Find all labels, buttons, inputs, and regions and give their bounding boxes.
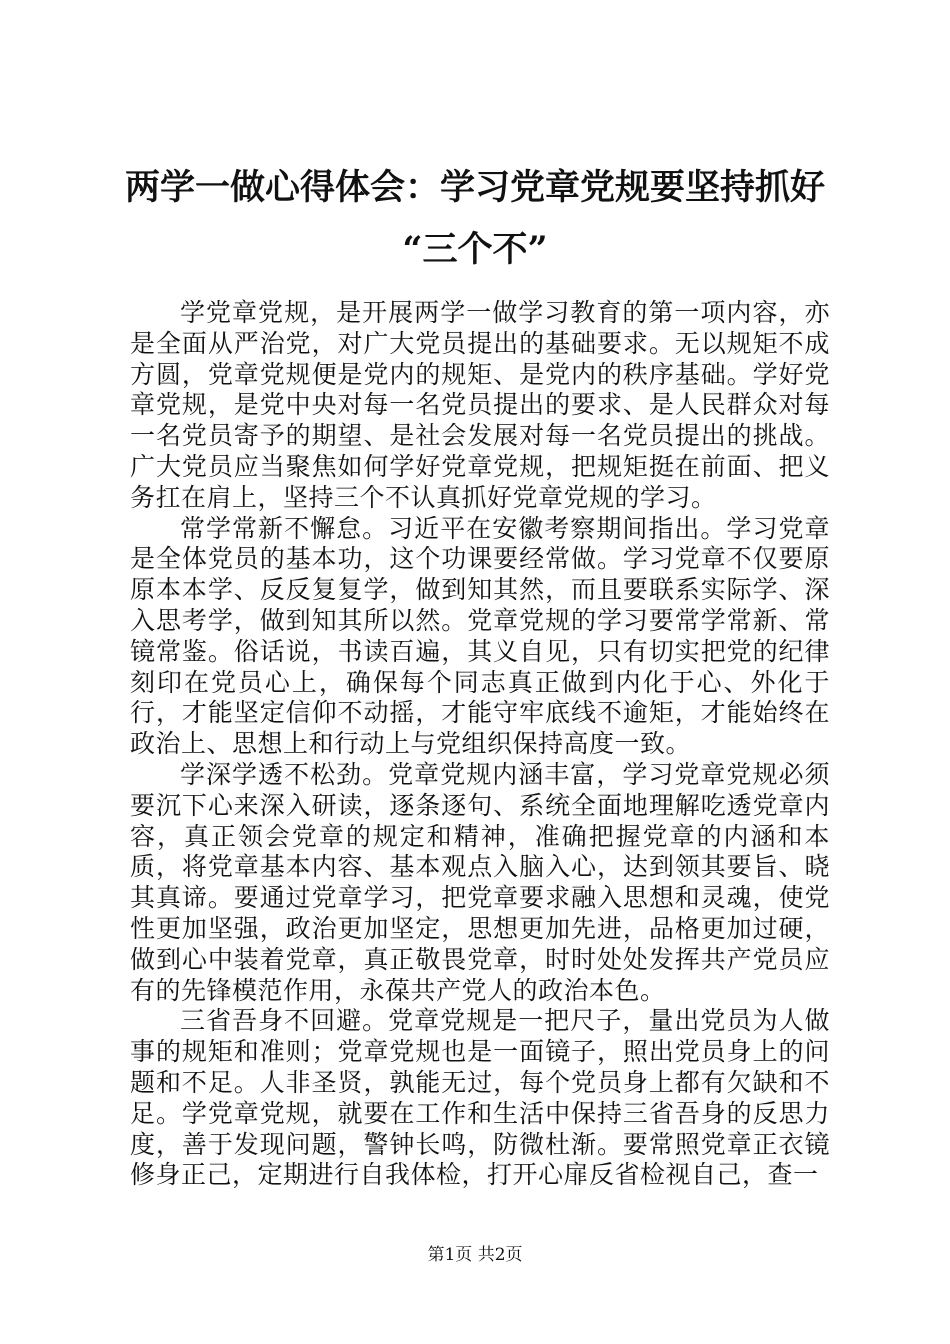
paragraph-2: 常学常新不懈怠。习近平在安徽考察期间指出。学习党章是全体党员的基本功，这个功课要经常做。学习党章不仅要原原本本学、反反复复学，做到知其然，而且要联系实际学、深入思考学，做到知其所以然。党章党规的学习要常学常新、常镜常鉴。俗话说，书读百遍，其义自见，只有切实把党的纪律刻印在党员心上，确保每个同志真正做到内化于心、外化于行，才能坚定信仰不动摇，才能守牢底线不逾矩，才能始终在政治上、思想上和行动上与党组织保持高度一致。	[130, 513, 830, 759]
document-title-line1: 两学一做心得体会：学习党章党规要坚持抓好	[124, 167, 825, 208]
paragraph-3: 学深学透不松劲。党章党规内涵丰富，学习党章党规必须要沉下心来深入研读，逐条逐句、系统全面地理解吃透党章内容，真正领会党章的规定和精神，准确把握党章的内涵和本质，将党章基本内容、基本观点入脑入心，达到领其要旨、晓其真谛。要通过党章学习，把党章要求融入思想和灵魂，使党性更加坚强，政治更加坚定，思想更加先进，品格更加过硬，做到心中装着党章，真正敬畏党章，时时处处发挥共产党员应有的先锋模范作用，永葆共产党人的政治本色。	[130, 759, 830, 1005]
document-title-line2: “三个不”	[402, 229, 548, 270]
paragraph-4: 三省吾身不回避。党章党规是一把尺子，量出党员为人做事的规矩和准则；党章党规也是一面镜子，照出党员身上的问题和不足。人非圣贤，孰能无过，每个党员身上都有欠缺和不足。学党章党规，就要在工作和生活中保持三省吾身的反思力度，善于发现问题，警钟长鸣，防微杜渐。要常照党章正衣镜修身正己，定期进行自我体检，打开心扉反省检视自己，查一	[130, 1006, 830, 1190]
page-footer: 第1页 共2页	[427, 1245, 523, 1265]
document-body	[130, 298, 830, 1191]
paragraph-1: 学党章党规，是开展两学一做学习教育的第一项内容，亦是全面从严治党，对广大党员提出的基础要求。无以规矩不成方圆，党章党规便是党内的规矩、是党内的秩序基础。学好党章党规，是党中央对每一名党员提出的要求、是人民群众对每一名党员寄予的期望、是社会发展对每一名党员提出的挑战。广大党员应当聚焦如何学好党章党规，把规矩挺在前面、把义务扛在肩上，坚持三个不认真抓好党章党规的学习。	[130, 298, 830, 512]
